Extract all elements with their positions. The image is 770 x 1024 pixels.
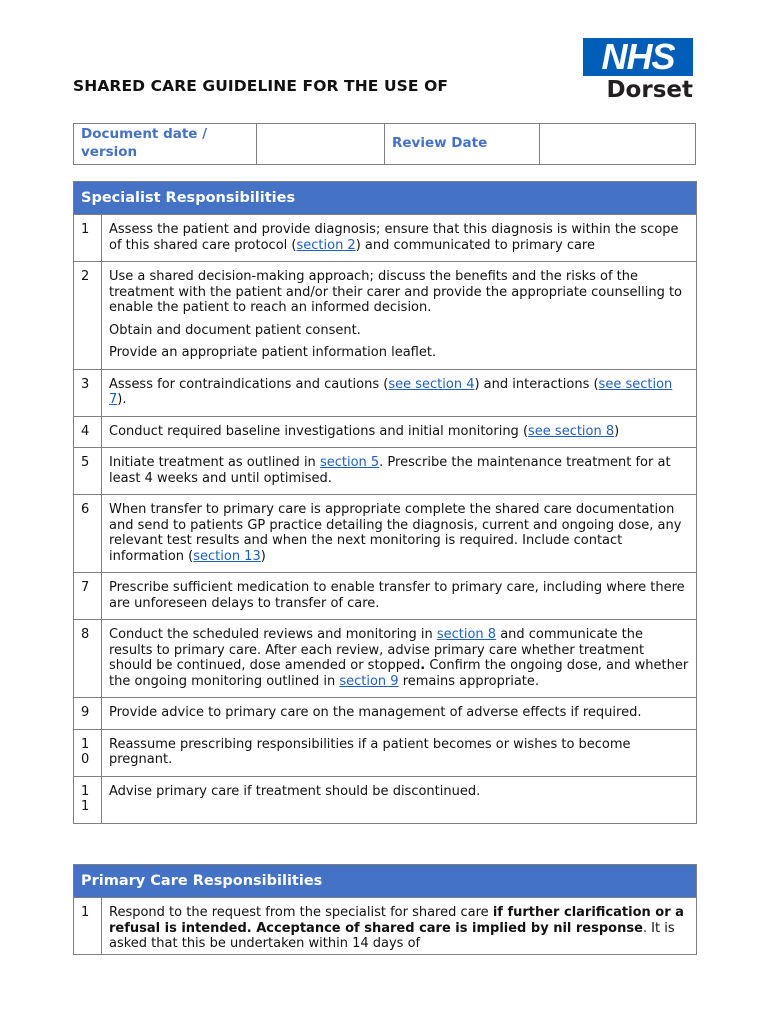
row-text: Provide advice to primary care on the management of adverse effects if required. [102, 698, 697, 730]
row-text: Conduct required baseline investigations and initial monitoring (see section 8) [102, 416, 697, 448]
row-number: 8 [74, 620, 102, 698]
section-link[interactable]: section 9 [339, 673, 399, 689]
row-text: Advise primary care if treatment should be discontinued. [102, 776, 697, 823]
row-text: Initiate treatment as outlined in section 5. Prescribe the maintenance treatment for at least 4 weeks and until optimised. [102, 448, 697, 495]
section-link[interactable]: section 5 [319, 455, 380, 470]
table-row [74, 262, 697, 370]
row-number: 5 [74, 448, 102, 495]
row-number: 1 [74, 898, 102, 955]
primary-care-responsibilities-table [73, 864, 697, 955]
document-date-label: Document date / version [74, 124, 257, 165]
row-number: 2 [74, 262, 102, 370]
document-title: SHARED CARE GUIDELINE FOR THE USE OF [73, 77, 449, 95]
row-number: 3 [74, 369, 102, 416]
section-link[interactable]: section 13 [193, 548, 261, 564]
specialist-responsibilities-table [73, 181, 697, 824]
section-link[interactable]: see section 8 [528, 423, 615, 439]
row-number: 10 [74, 729, 102, 776]
table-row [74, 698, 697, 730]
document-meta-table [73, 123, 696, 165]
specialist-heading: Specialist Responsibilities [74, 182, 697, 215]
row-text: Respond to the request from the specialist for shared care if further clarification or a refusal is intended. Acceptance of shared care is implied by nil response. It is asked that this be undertaken within 14 days of [102, 898, 697, 955]
table-row [74, 416, 697, 448]
nhs-badge-text: NHS [601, 36, 675, 77]
row-text: Use a shared decision-making approach; discuss the benefits and the risks of the treatment with the patient and/or their carer and provide the appropriate counselling to enable the patient to reach an informed decision. Obtain and document patient consent. Provide an appropriate patient information leaflet. [102, 262, 697, 370]
table-row [74, 573, 697, 620]
row-text: Assess the patient and provide diagnosis; ensure that this diagnosis is within the scope of this shared care protocol (section 2) and communicated to primary care [102, 215, 697, 262]
table-row [74, 729, 697, 776]
logo-place-name: Dorset [606, 77, 693, 103]
table-row [74, 448, 697, 495]
table-row [74, 898, 697, 955]
row-text: Reassume prescribing responsibilities if a patient becomes or wishes to become pregnant. [102, 729, 697, 776]
table-row [74, 215, 697, 262]
row-text: Conduct the scheduled reviews and monitoring in section 8 and communicate the results to primary care. After each review, advise primary care whether treatment should be continued, dose amended or stopped. Confirm the ongoing dose, and whether the ongoing monitoring outlined in section 9 remains appropriate. [102, 620, 697, 698]
row-number: 6 [74, 495, 102, 573]
primary-care-heading: Primary Care Responsibilities [74, 865, 697, 898]
nhs-dorset-logo [583, 38, 695, 103]
row-number: 9 [74, 698, 102, 730]
review-date-label: Review Date [385, 124, 540, 165]
nhs-badge [583, 38, 693, 76]
row-number: 7 [74, 573, 102, 620]
leaflet-note: Provide an appropriate patient information leaflet. [109, 345, 437, 360]
section-link[interactable]: see section 7 [109, 376, 673, 407]
row-text: When transfer to primary care is appropriate complete the shared care documentation and send to patients GP practice detailing the diagnosis, current and ongoing dose, any relevant test results and when the next monitoring is required. Include contact information (section 13) [102, 495, 697, 573]
section-link[interactable]: see section 4 [388, 376, 475, 392]
row-number: 1 [74, 215, 102, 262]
table-row [74, 620, 697, 698]
row-number: 4 [74, 416, 102, 448]
section-link[interactable]: section 2 [296, 237, 356, 253]
document-date-value [257, 124, 385, 165]
consent-note: Obtain and document patient consent. [109, 322, 361, 338]
review-date-value [540, 124, 696, 165]
table-row [74, 495, 697, 573]
row-text: Assess for contraindications and cautions (see section 4) and interactions (see section 7). [102, 369, 697, 416]
table-row [74, 369, 697, 416]
row-text: Prescribe sufficient medication to enable transfer to primary care, including where there are unforeseen delays to transfer of care. [102, 573, 697, 620]
table-row [74, 776, 697, 823]
section-link[interactable]: section 8 [436, 627, 497, 642]
row-number: 11 [74, 776, 102, 823]
